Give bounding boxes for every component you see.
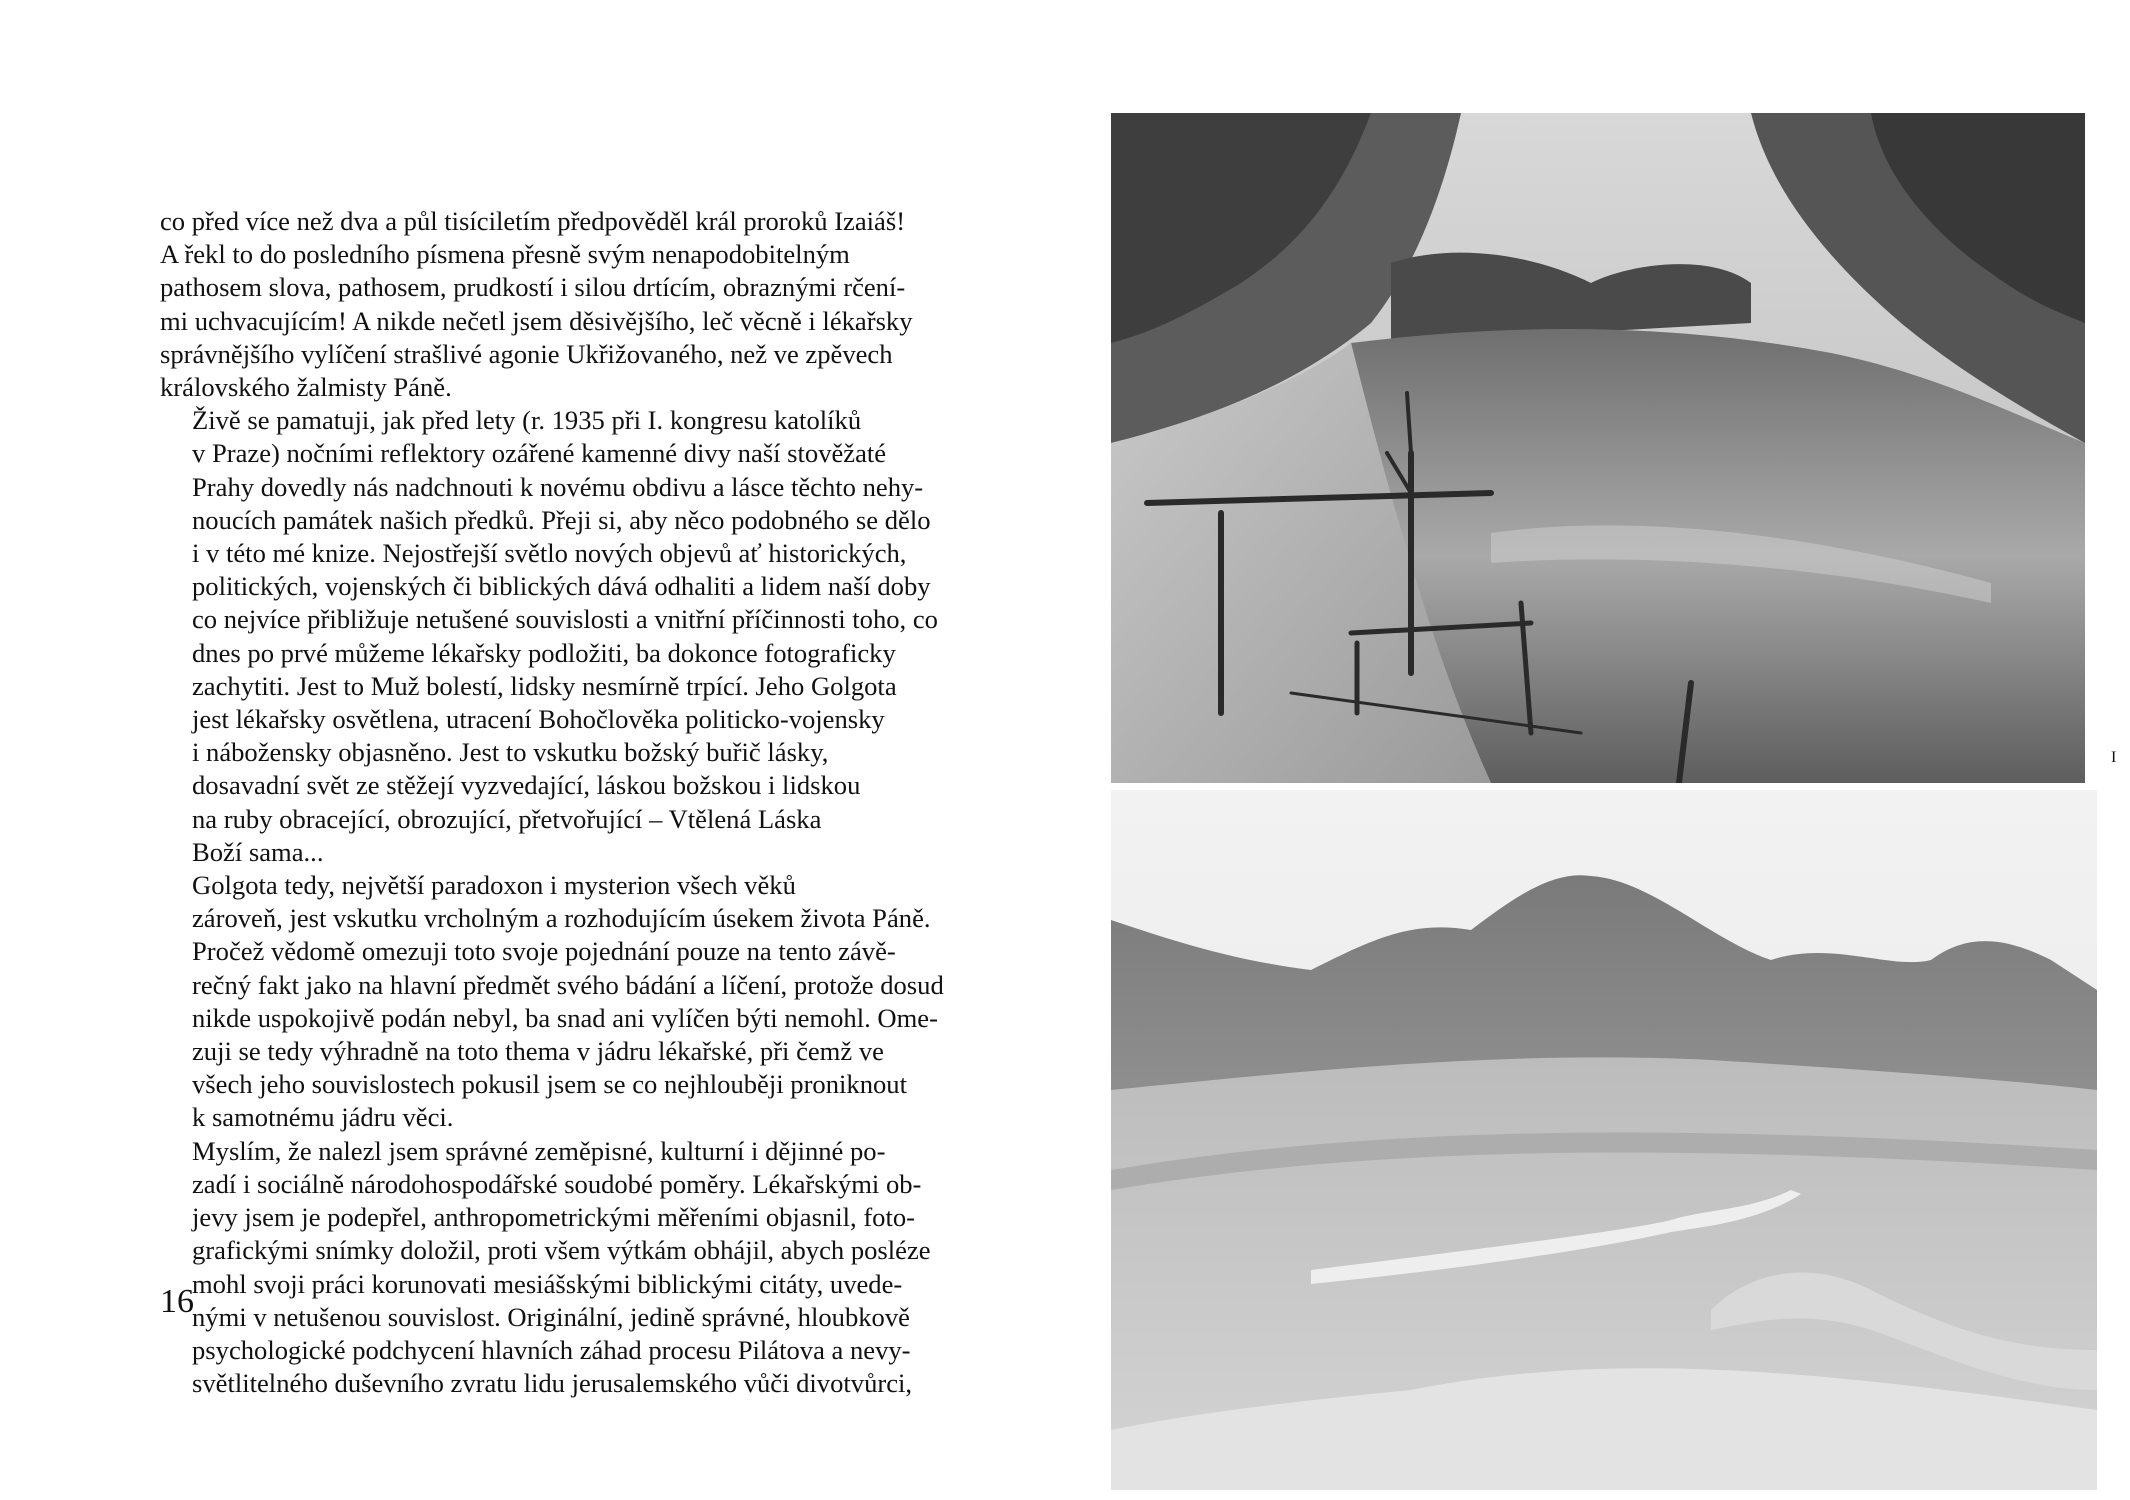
text-line: Myslím, že nalezl jsem správné zeměpisné, kulturní i dějinné po- (192, 1135, 886, 1166)
text-column (160, 205, 944, 1400)
text-line: jevy jsem je podepřel, anthropometrickými měřeními objasnil, foto- (192, 1202, 916, 1233)
paragraph (160, 205, 920, 404)
text-line: správnějšího vylíčení strašlivé agonie Ukřižovaného, než ve zpěvech (160, 338, 893, 369)
plate-number: I (2111, 749, 2117, 766)
text-line: dosavadní svět ze stěžejí vyzvedající, láskou božskou i lidskou (192, 770, 861, 801)
text-line: k samotnému jádru věci. (192, 1102, 454, 1133)
text-line: nikde uspokojivě podán nebyl, ba snad ani vylíčen býti nemohl. Ome- (192, 1002, 938, 1033)
text-line: Boží sama... (192, 836, 324, 867)
text-line: mi uchvacujícím! A nikde nečetl jsem děsivějšího, leč věcně i lékařsky (160, 305, 913, 336)
desert-photo-image (1111, 790, 2097, 1490)
text-line: nými v netušenou souvislost. Originální, jedině správné, hloubkově (192, 1301, 910, 1332)
photo-desert-hills (1111, 790, 2097, 1490)
text-line: noucích památek našich předků. Přeji si, aby něco podobného se dělo (192, 504, 931, 535)
river-photo-image (1111, 113, 2085, 783)
text-line: co před více než dva a půl tisíciletím předpověděl král proroků Izaiáš! (160, 206, 906, 236)
paragraph (160, 1135, 931, 1401)
text-line: grafickými snímky doložil, proti všem výtkám obhájil, abych posléze (192, 1235, 931, 1266)
text-line: Prahy dovedly nás nadchnouti k novému obdivu a lásce těchto nehy- (192, 471, 924, 502)
photo-river (1111, 113, 2085, 783)
text-line: rečný fakt jako na hlavní předmět svého bádání a líčení, protože dosud (192, 969, 944, 1000)
text-line: pathosem slova, pathosem, prudkostí i silou drtícím, obraznými rčení- (160, 272, 906, 303)
text-line: Živě se pamatuji, jak před lety (r. 1935 při I. kongresu katolíků (192, 405, 862, 436)
text-line: mohl svoji práci korunovati mesiášskými biblickými citáty, uvede- (192, 1268, 903, 1299)
paragraph (160, 404, 938, 869)
text-line: zachytiti. Jest to Muž bolestí, lidsky nesmírně trpící. Jeho Golgota (192, 670, 897, 701)
text-line: co nejvíce přibližuje netušené souvislosti a vnitřní příčinnosti toho, co (192, 604, 938, 635)
text-line: dnes po prvé můžeme lékařsky podložiti, ba dokonce fotograficky (192, 637, 896, 668)
page-number: 16 (160, 1283, 194, 1320)
text-line: všech jeho souvislostech pokusil jsem se co nejhlouběji proniknout (192, 1069, 907, 1100)
text-line: královského žalmisty Páně. (160, 372, 452, 403)
text-line: i v této mé knize. Nejostřejší světlo nových objevů ať historických, (192, 538, 907, 569)
text-line: zadí i sociálně národohospodářské soudobé poměry. Lékařskými ob- (192, 1168, 922, 1199)
text-line: na ruby obracející, obrozující, přetvořující – Vtělená Láska (192, 803, 822, 834)
text-line: Pročež vědomě omezuji toto svoje pojednání pouze na tento závě- (192, 936, 896, 967)
text-line: i nábožensky objasněno. Jest to vskutku božský buřič lásky, (192, 737, 829, 768)
text-line: Golgota tedy, největší paradoxon i mysterion všech věků (192, 870, 796, 901)
text-line: světlitelného duševního zvratu lidu jerusalemského vůči divotvůrci, (192, 1368, 913, 1399)
text-line: zuji se tedy výhradně na toto thema v jádru lékařské, při čemž ve (192, 1036, 884, 1067)
paragraph (160, 869, 944, 1135)
text-line: zároveň, jest vskutku vrcholným a rozhodujícím úsekem života Páně. (192, 903, 931, 934)
text-line: A řekl to do posledního písmena přesně svým nenapodobitelným (160, 239, 850, 270)
text-line: politických, vojenských či biblických dává odhaliti a lidem naší doby (192, 571, 931, 602)
text-line: psychologické podchycení hlavních záhad procesu Pilátova a nevy- (192, 1334, 911, 1365)
text-line: jest lékařsky osvětlena, utracení Bohočlověka politicko-vojensky (192, 704, 885, 735)
text-line: v Praze) nočními reflektory ozářené kamenné divy naší stověžaté (192, 438, 887, 469)
